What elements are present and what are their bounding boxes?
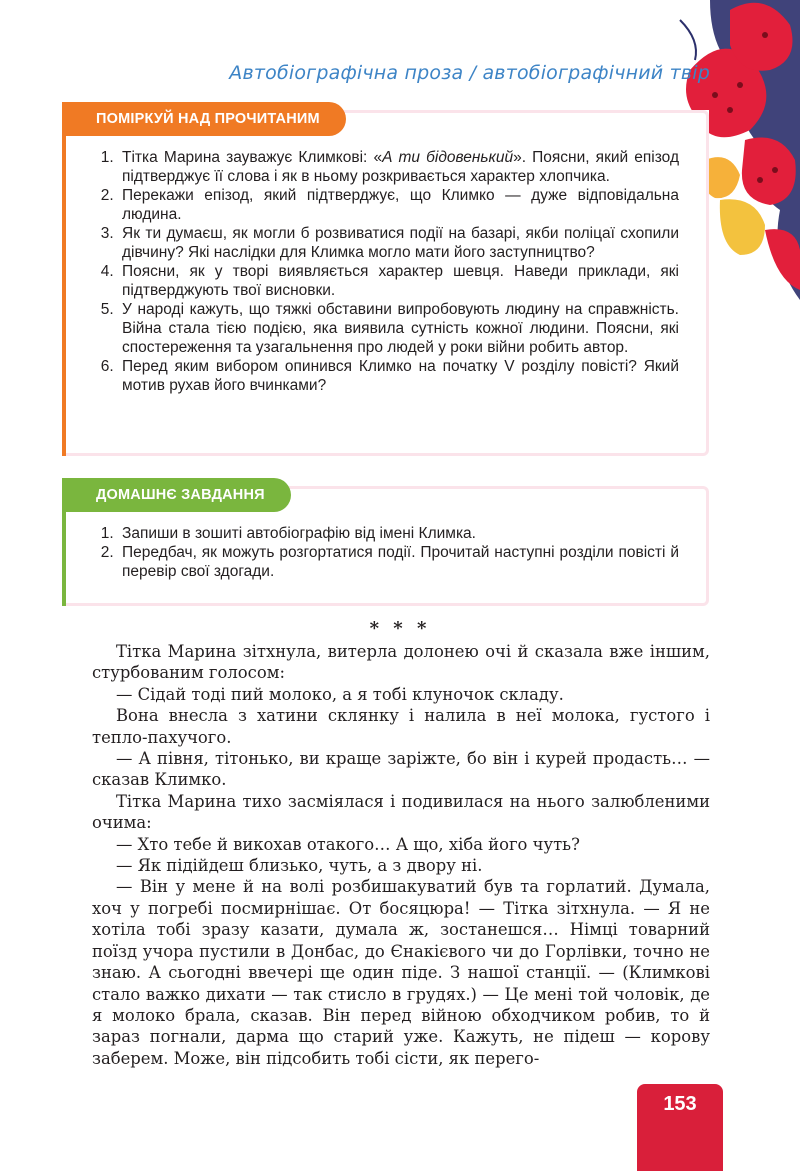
homework-box — [62, 486, 709, 606]
question-item — [118, 224, 679, 262]
question-2-text: Перекажи епізод, який підтверджує, що Климко — дуже відповідальна людина. — [122, 187, 679, 223]
questions-list — [92, 148, 679, 395]
paragraph: Тітка Марина тихо засміялася і подивилася на нього залюбленими очима: — [92, 791, 710, 833]
questions-box-title: ПОМІРКУЙ НАД ПРОЧИТАНИМ — [62, 102, 346, 136]
question-item — [118, 262, 679, 300]
homework-1-text: Запиши в зошиті автобіографію від імені Климка. — [122, 525, 476, 542]
box-accent-bar — [62, 110, 66, 456]
paragraph: — Як підійдеш близько, чуть, а з двору ні. — [116, 856, 483, 876]
paragraph: — Сідай тоді пий молоко, а я тобі клуночок складу. — [116, 684, 564, 704]
question-4-text: Поясни, як у творі виявляється характер шевця. Наведи приклади, які підтверджують твої висновки. — [122, 263, 679, 299]
paragraph: — А півня, тітонько, ви краще заріжте, бо він і курей продасть… — сказав Климко. — [92, 749, 710, 790]
paragraph: Вона внесла з хатини склянку і налила в неї молока, густого і тепло-пахучого. — [92, 706, 710, 747]
question-item — [118, 186, 679, 224]
homework-2-text: Передбач, як можуть розгортатися події. Прочитай наступні розділи повісті й перевір свої здогади. — [122, 544, 679, 580]
question-6-text: Перед яким вибором опинився Климко на початку V розділу повісті? Який мотив рухав його вчинками? — [122, 358, 679, 394]
homework-item — [118, 543, 679, 581]
quote-emphasis: А ти бідовенький — [382, 149, 514, 166]
paragraph: — Хто тебе й викохав отакого… А що, хіба його чуть? — [116, 834, 580, 854]
homework-box-title: ДОМАШНЄ ЗАВДАННЯ — [62, 478, 291, 512]
question-3-text: Як ти думаєш, як могли б розвиватися події на базарі, якби поліцаї схопили дівчину? Які наслідки для Климка могло мати його заступництво? — [122, 225, 679, 261]
question-item — [118, 357, 679, 395]
question-item — [118, 300, 679, 357]
section-title: Автобіографічна проза / автобіографічний твір — [229, 62, 710, 84]
question-item — [118, 148, 679, 186]
homework-list — [92, 524, 679, 581]
page-number: 153 — [637, 1084, 723, 1171]
question-5-text: У народі кажуть, що тяжкі обставини випробовують людину на справжність. Війна стала тією подією, яка виявила сутність кожної людини. Поясни, які спостереження та узагальнення про людей у роки війни робить автор. — [122, 301, 679, 356]
paragraph: Тітка Марина зітхнула, витерла долонею очі й сказала вже іншим, стурбованим голосом: — [92, 642, 710, 683]
paragraph: — Він у мене й на волі розбишакуватий був та горлатий. Думала, хоч у погребі посмирнішає. От босяцюра! — Тітка зітхнула. — Я не хотіла тобі зразу казати, думала ж, зостанешся… Німці товарний поїзд учора пустили в Донбас, до Єнакієвого чи до Горлівки, точно не знаю. А сьогодні ввечері ще один піде. З нашої станції. — (Климкові стало важко дихати — так стисло в грудях.) — Це мені той чоловік, де я молоко брала, сказав. Він перед війною обходчиком робив, то й зараз погнали, дарма що старий уже. Кажуть, не підеш — корову заберем. Може, він підсобить тобі сісти, як перего- — [92, 877, 710, 1068]
section-separator: * * * — [369, 618, 431, 639]
question-1-text: Тітка Марина зауважує Климкові: «А ти бідовенький». Поясни, який епізод підтверджує її слова і як в ньому розкривається характер хлопчика. — [122, 149, 679, 185]
questions-box — [62, 110, 709, 456]
homework-item — [118, 524, 679, 543]
story-text — [92, 641, 710, 1069]
